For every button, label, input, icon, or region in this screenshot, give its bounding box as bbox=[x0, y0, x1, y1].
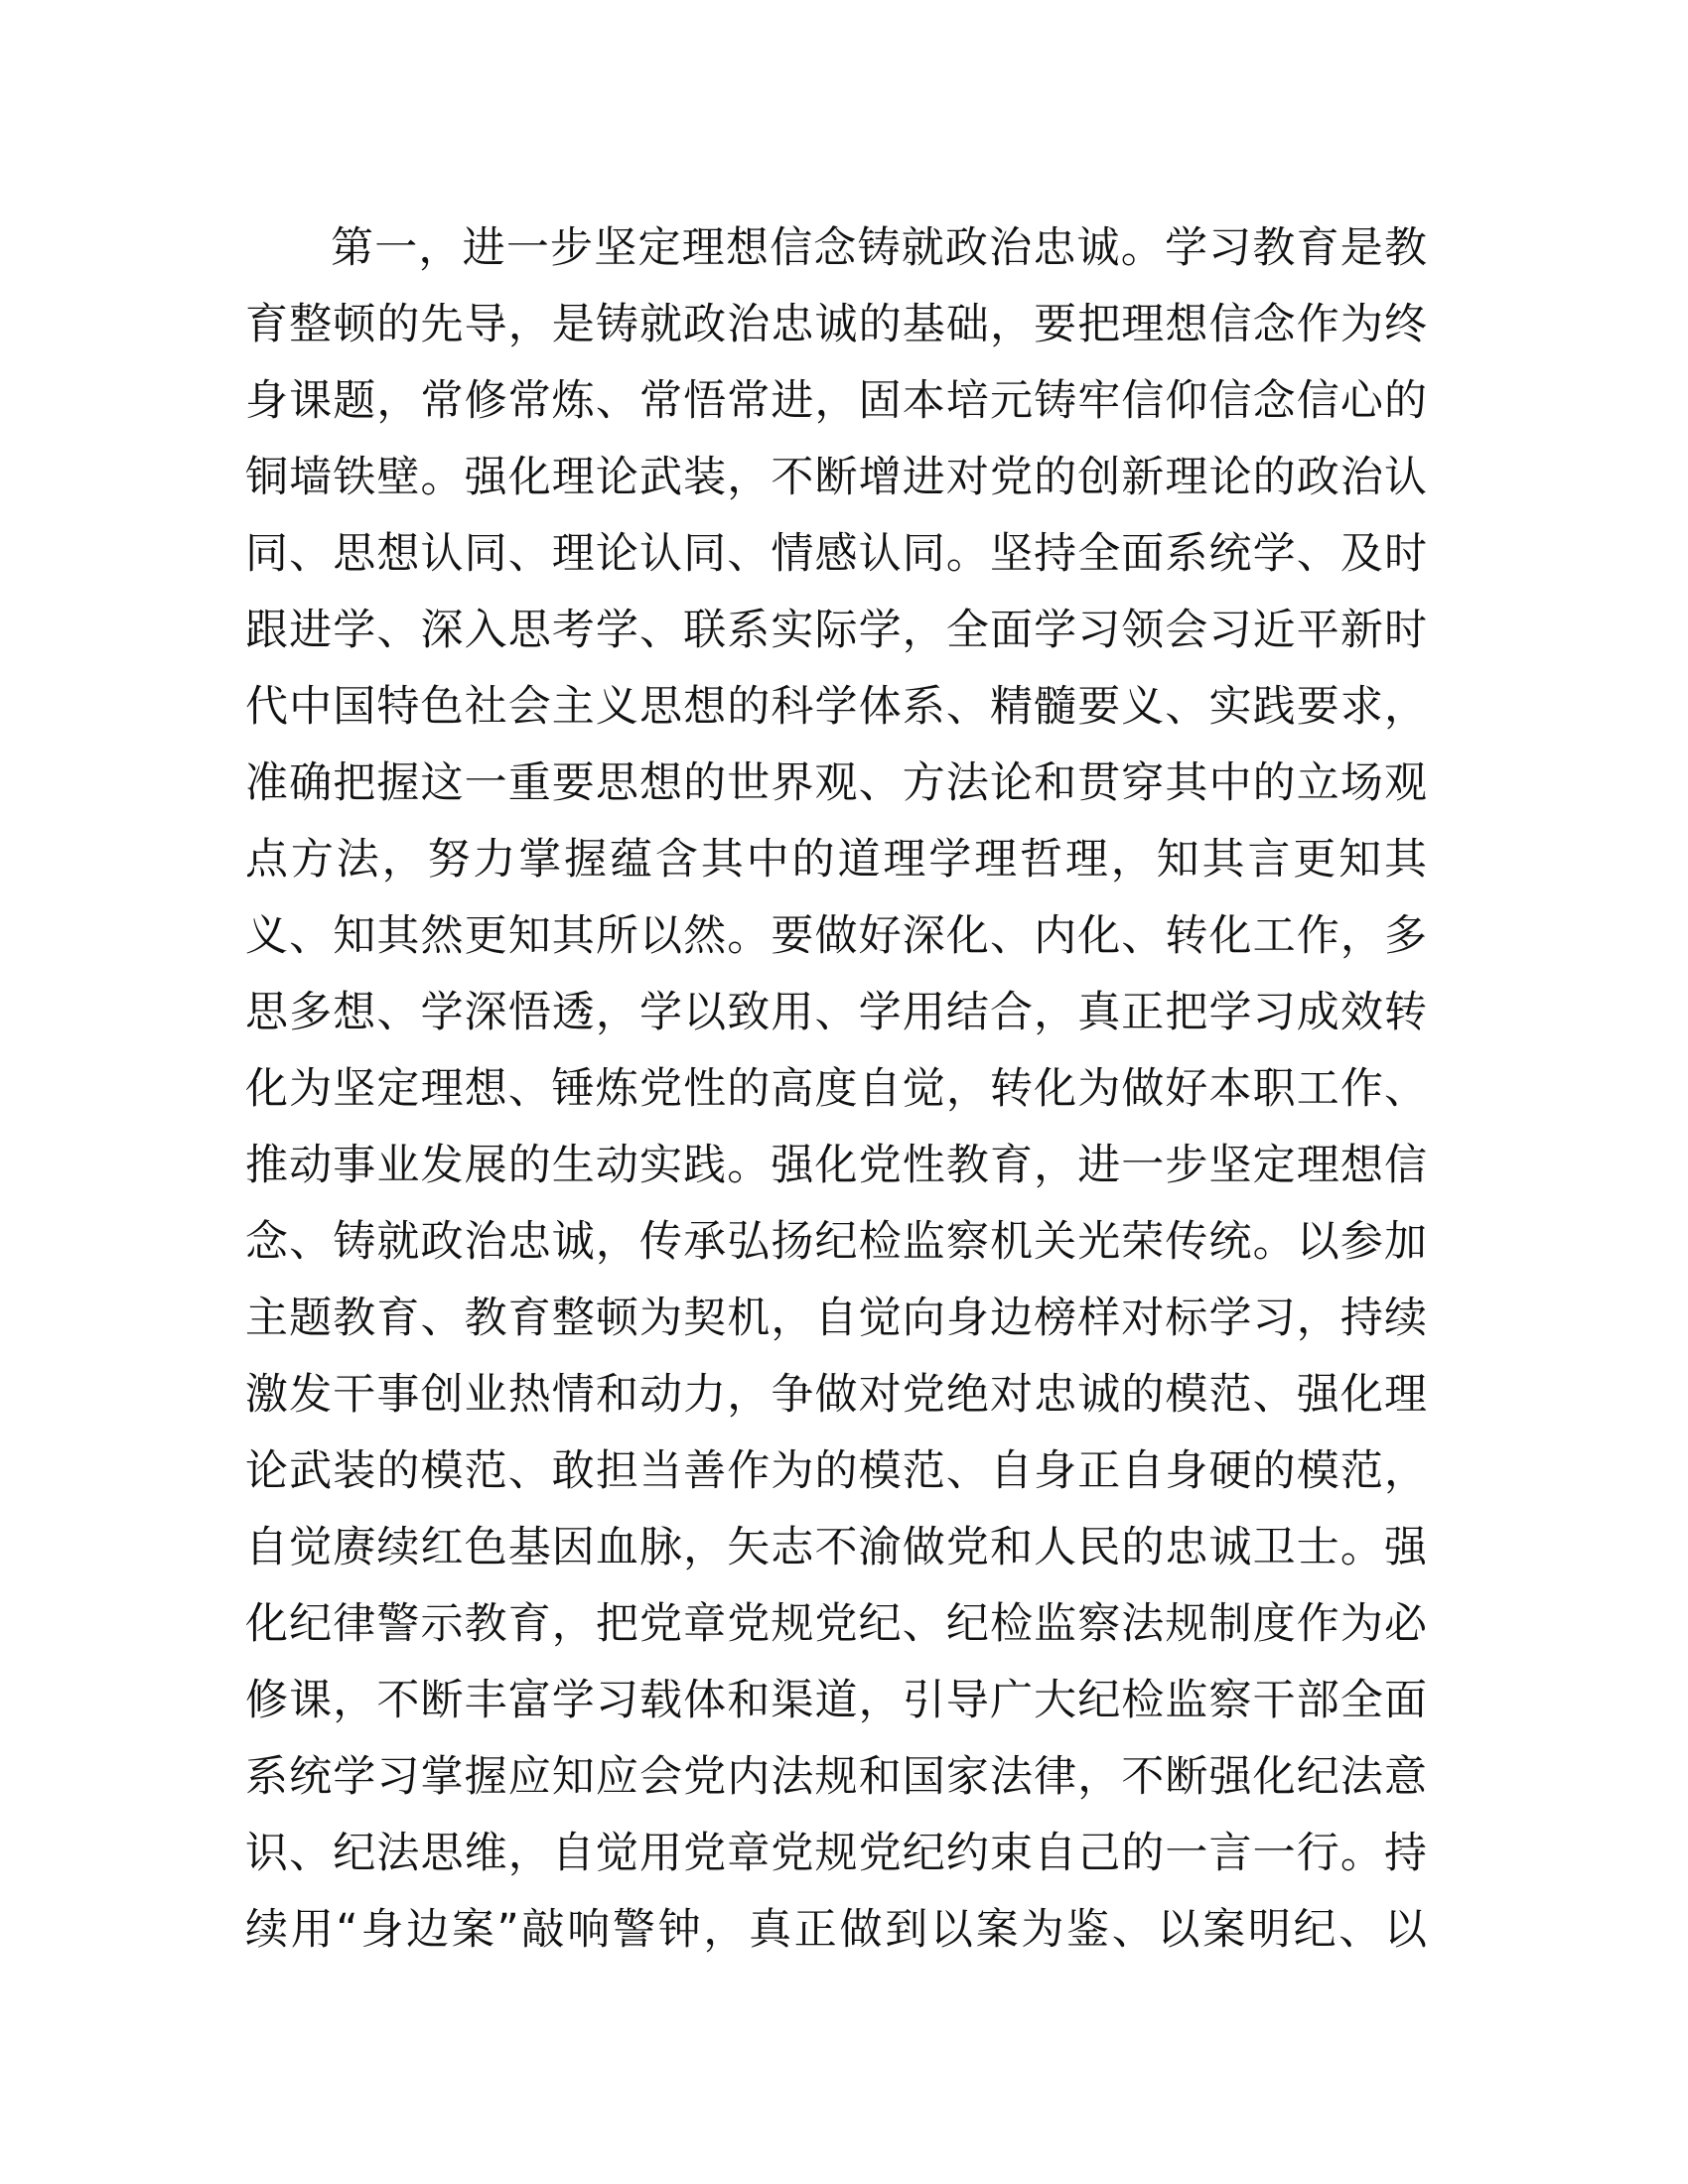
text-line: 论武装的模范、敢担当善作为的模范、自身正自身硬的模范， bbox=[245, 1446, 1427, 1496]
text-line: 激发干事创业热情和动力，争做对党绝对忠诚的模范、强化理 bbox=[245, 1370, 1427, 1420]
text-line: 身课题，常修常炼、常悟常进，固本培元铸牢信仰信念信心的 bbox=[245, 376, 1427, 426]
text-line: 跟进学、深入思考学、联系实际学，全面学习领会习近平新时 bbox=[245, 606, 1427, 655]
text-line: 第一，进一步坚定理想信念铸就政治忠诚。学习教育是教 bbox=[331, 223, 1427, 273]
text-line: 化纪律警示教育，把党章党规党纪、纪检监察法规制度作为必 bbox=[245, 1599, 1427, 1649]
text-line: 识、纪法思维，自觉用党章党规党纪约束自己的一言一行。持 bbox=[245, 1829, 1427, 1878]
text-line: 念、铸就政治忠诚，传承弘扬纪检监察机关光荣传统。以参加 bbox=[245, 1217, 1427, 1267]
text-line: 推动事业发展的生动实践。强化党性教育，进一步坚定理想信 bbox=[245, 1141, 1427, 1190]
text-line: 点方法，努力掌握蕴含其中的道理学理哲理，知其言更知其 bbox=[245, 835, 1427, 885]
text-line: 思多想、学深悟透，学以致用、学用结合，真正把学习成效转 bbox=[245, 988, 1427, 1037]
text-line: 修课，不断丰富学习载体和渠道，引导广大纪检监察干部全面 bbox=[245, 1676, 1427, 1725]
text-line: 准确把握这一重要思想的世界观、方法论和贯穿其中的立场观 bbox=[245, 758, 1427, 808]
text-line: 化为坚定理想、锤炼党性的高度自觉，转化为做好本职工作、 bbox=[245, 1064, 1427, 1114]
text-line: 同、思想认同、理论认同、情感认同。坚持全面系统学、及时 bbox=[245, 529, 1427, 579]
text-line: 系统学习掌握应知应会党内法规和国家法律，不断强化纪法意 bbox=[245, 1752, 1427, 1802]
text-line: 自觉赓续红色基因血脉，矢志不渝做党和人民的忠诚卫士。强 bbox=[245, 1523, 1427, 1572]
text-line: 续用“身边案”敲响警钟，真正做到以案为鉴、以案明纪、以 bbox=[245, 1905, 1427, 1955]
text-line: 代中国特色社会主义思想的科学体系、精髓要义、实践要求， bbox=[245, 682, 1427, 732]
text-line: 铜墙铁壁。强化理论武装，不断增进对党的创新理论的政治认 bbox=[245, 453, 1427, 502]
body-paragraph bbox=[245, 210, 1427, 1969]
text-line: 主题教育、教育整顿为契机，自觉向身边榜样对标学习，持续 bbox=[245, 1294, 1427, 1343]
text-line: 育整顿的先导，是铸就政治忠诚的基础，要把理想信念作为终 bbox=[245, 300, 1427, 349]
text-line: 义、知其然更知其所以然。要做好深化、内化、转化工作，多 bbox=[245, 911, 1427, 961]
